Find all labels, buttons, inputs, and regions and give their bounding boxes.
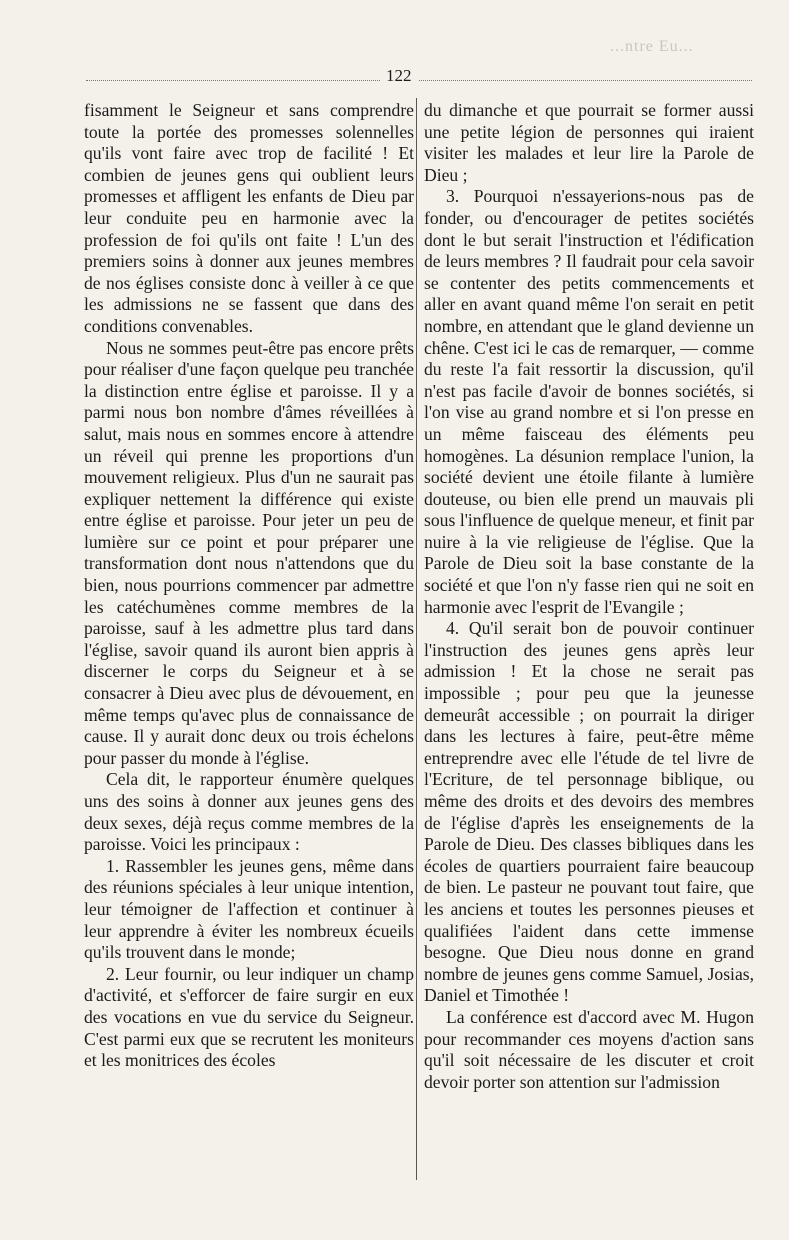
list-item: 3. Pourquoi n'essayerions-nous pas de fonder, ou d'encourager de petites sociétés dont le but serait l'instruction et l'édification de leurs membres ? Il faudrait pour cela savoir se contenter des petits commencements et aller en avant quand même l'on serait en petit nombre, en attendant que le gland devienne un chêne. C'est ici le cas de remarquer, — comme du reste l'a fait ressortir la discussion, qu'il n'est pas facile d'avoir de bonnes sociétés, si l'on vise au grand nombre et si l'on presse en un même faisceau des éléments peu homogènes. La désunion remplace l'union, la société devient une étoile filante à lumière douteuse, ou bien elle prend un mauvais pli sous l'influence de quelque meneur, et finit par nuire à la vie religieuse de l'église. Que la Parole de Dieu soit la base constante de la société et que l'on n'y fasse rien qui ne soit en harmonie avec l'esprit de l'Evangile ; — [424, 186, 754, 617]
running-head: ...ntre Eu... — [610, 38, 694, 55]
list-item: 4. Qu'il serait bon de pouvoir continuer l'instruction des jeunes gens après leur admission ! Et la chose ne serait pas impossible ; pour peu que la jeunesse demeurât accessible ; on pourrait la diriger dans les lectures à faire, peut-être même entreprendre avec elle l'étude de tel livre de l'Ecriture, de tel personnage biblique, ou même des droits et des devoirs des membres de l'église d'après les enseignements de la Parole de Dieu. Des classes bibliques dans les écoles de quartiers pourraient faire beaucoup de bien. Le pasteur ne pouvant tout faire, que les anciens et toutes les personnes pieuses et qualifiées l'aident dans cette immense besogne. Que Dieu nous donne en grand nombre de jeunes gens comme Samuel, Josias, Daniel et Timothée ! — [424, 618, 754, 1006]
right-column — [424, 100, 754, 1093]
list-item: 2. Leur fournir, ou leur indiquer un champ d'activité, et s'efforcer de faire surgir en eux des vocations en vue du service du Seigneur. C'est parmi eux que se recrutent les moniteurs et les monitrices des écoles — [84, 963, 414, 1071]
page-number: 122 — [380, 66, 418, 86]
paragraph: Cela dit, le rapporteur énumère quelques uns des soins à donner aux jeunes gens des deux sexes, déjà reçus comme membres de la paroisse. Voici les principaux : — [84, 769, 414, 855]
paragraph: La conférence est d'accord avec M. Hugon pour recommander ces moyens d'action sans qu'il soit nécessaire de les discuter et croit devoir porter son attention sur l'admission — [424, 1006, 754, 1092]
paragraph: du dimanche et que pourrait se former aussi une petite légion de personnes qui iraient visiter les malades et leur lire la Parole de Dieu ; — [424, 100, 754, 185]
header-rule — [86, 80, 752, 81]
column-divider — [416, 98, 417, 1180]
left-column — [84, 100, 414, 1072]
list-item: 1. Rassembler les jeunes gens, même dans des réunions spéciales à leur unique intention, leur témoigner de l'affection et continuer à leur apprendre à éviter les nombreux écueils qu'ils trouvent dans le monde; — [84, 855, 414, 963]
paragraph: fisamment le Seigneur et sans comprendre toute la portée des promesses solennelles qu'ils vont faire avec trop de facilité ! Et combien de jeunes gens qui oublient leurs promesses et affligent les enfants de Dieu par leur conduite peu en harmonie avec la profession de foi qu'ils ont faite ! L'un des premiers soins à donner aux jeunes membres de nos églises consiste donc à veiller à ce que les admissions ne se fassent que dans des conditions convenables. — [84, 100, 414, 336]
paragraph: Nous ne sommes peut-être pas encore prêts pour réaliser d'une façon quelque peu tranchée la distinction entre église et paroisse. Il y a parmi nous bon nombre d'âmes réveillées à salut, mais nous en sommes encore à attendre un réveil qui prenne les proportions d'un mouvement religieux. Plus d'un ne saurait pas expliquer nettement la différence qui existe entre église et paroisse. Pour jeter un peu de lumière sur ce point et pour préparer une transformation dont nous n'attendons que du bien, nous pourrions commencer par admettre les catéchumènes comme membres de la paroisse, sauf à les admettre plus tard dans l'église, savoir quand ils auront bien appris à discerner le corps du Seigneur et à se consacrer à Dieu avec plus de dévouement, en même temps qu'avec plus de connaissance de cause. Il y aurait donc deux ou trois échelons pour passer du monde à l'église. — [84, 337, 414, 768]
